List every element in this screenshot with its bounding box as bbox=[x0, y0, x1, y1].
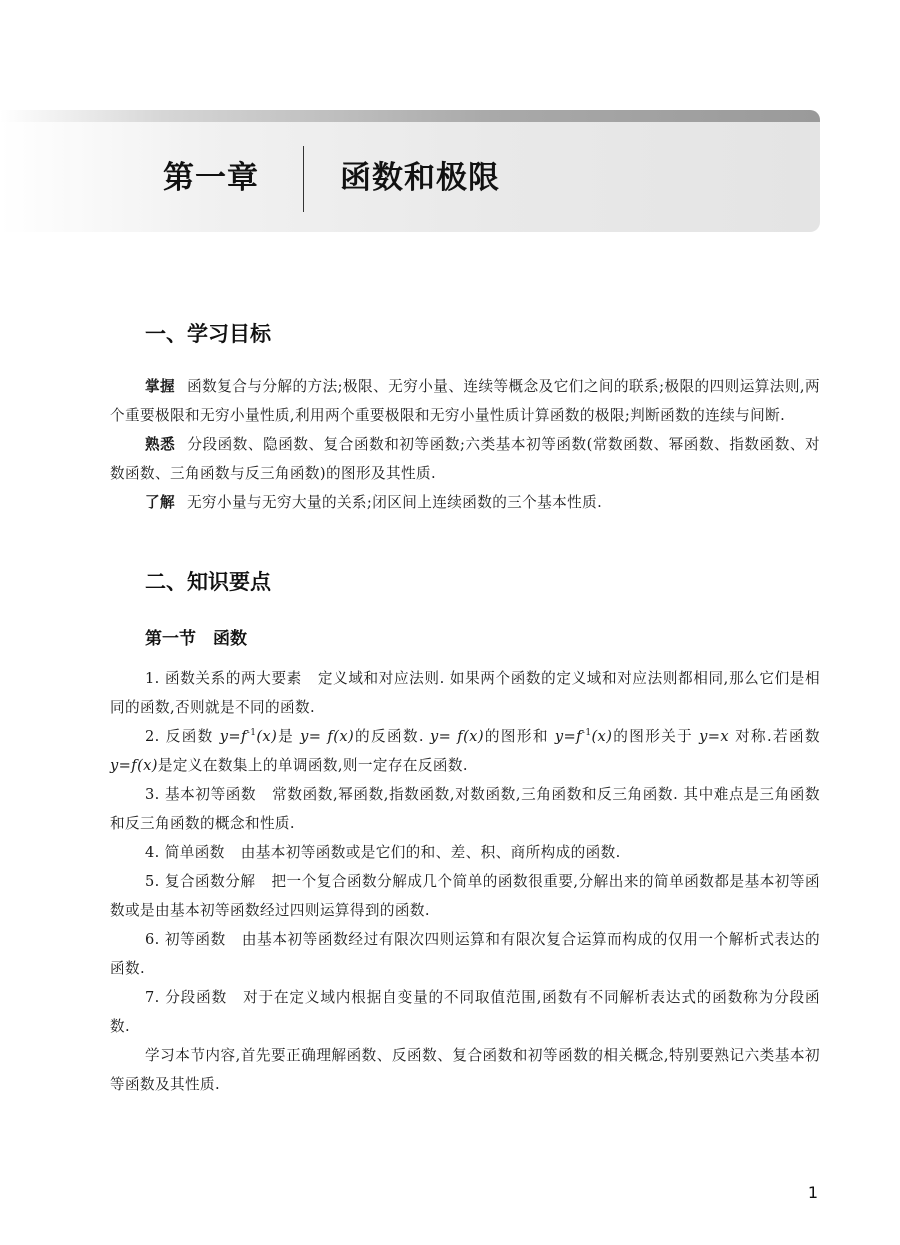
section-summary: 学习本节内容,首先要正确理解函数、反函数、复合函数和初等函数的相关概念,特别要熟记六类基本初等函数及其性质. bbox=[110, 1047, 820, 1093]
key-point-text: 由基本初等函数或是它们的和、差、积、商所构成的函数. bbox=[240, 844, 621, 861]
objective-text: 分段函数、隐函数、复合函数和初等函数;六类基本初等函数(常数函数、幂函数、指数函数、对数函数、三角函数与反三角函数)的图形及其性质. bbox=[110, 436, 820, 482]
key-point-text: 是 bbox=[277, 728, 301, 745]
chapter-number: 第一章 bbox=[163, 160, 259, 196]
key-point-lead: 6. 初等函数 bbox=[145, 931, 226, 948]
objective-keyword: 熟悉 bbox=[145, 436, 176, 453]
math-expression: (x) bbox=[591, 728, 613, 745]
page-number: 1 bbox=[807, 1183, 818, 1202]
key-point-item bbox=[110, 983, 820, 1041]
math-expression: y= f(x) bbox=[430, 728, 484, 745]
key-point-lead: 7. 分段函数 bbox=[145, 989, 228, 1006]
key-point-text: 的图形关于 bbox=[612, 728, 700, 745]
banner-divider bbox=[303, 146, 304, 212]
key-point-text: 2. 反函数 bbox=[145, 728, 220, 745]
math-expression: y= f(x) bbox=[300, 728, 355, 745]
objectives-heading: 一、学习目标 bbox=[145, 322, 271, 346]
section-title: 第一节 函数 bbox=[145, 629, 247, 649]
key-point-text: 常数函数,幂函数,指数函数,对数函数,三角函数和反三角函数. 其中难点是三角函数和反三角函数的概念和性质. bbox=[110, 786, 820, 832]
key-point-item bbox=[110, 867, 820, 925]
objective-keyword: 掌握 bbox=[145, 378, 176, 395]
objective-item bbox=[110, 430, 820, 488]
objective-text: 无穷小量与无穷大量的关系;闭区间上连续函数的三个基本性质. bbox=[187, 494, 603, 511]
key-point-text: 对称.若函数 bbox=[729, 728, 820, 745]
objective-item bbox=[110, 372, 820, 430]
key-points-list bbox=[110, 664, 820, 1099]
chapter-title: 函数和极限 bbox=[340, 160, 500, 196]
math-superscript: -1 bbox=[246, 728, 257, 739]
key-point-text: 对于在定义域内根据自变量的不同取值范围,函数有不同解析表达式的函数称为分段函数. bbox=[110, 989, 820, 1035]
key-point-text: 定义域和对应法则. 如果两个函数的定义域和对应法则都相同,那么它们是相同的函数,否则就是不同的函数. bbox=[110, 670, 820, 716]
key-point-item bbox=[110, 722, 820, 780]
objective-item bbox=[110, 488, 820, 517]
math-expression: y=f(x) bbox=[110, 757, 158, 774]
key-point-text: 是定义在数集上的单调函数,则一定存在反函数. bbox=[157, 757, 468, 774]
banner-top-bar bbox=[0, 110, 820, 122]
key-point-text: 的图形和 bbox=[483, 728, 555, 745]
objectives-list bbox=[110, 372, 820, 517]
key-point-lead: 5. 复合函数分解 bbox=[145, 873, 256, 890]
key-point-lead: 3. 基本初等函数 bbox=[145, 786, 257, 803]
key-point-text: 把一个复合函数分解成几个简单的函数很重要,分解出来的简单函数都是基本初等函数或是由基本初等函数经过四则运算得到的函数. bbox=[110, 873, 820, 919]
key-point-item bbox=[110, 664, 820, 722]
key-points-heading: 二、知识要点 bbox=[145, 570, 271, 594]
key-point-lead: 4. 简单函数 bbox=[145, 844, 225, 861]
math-expression: (x) bbox=[256, 728, 278, 745]
key-point-item bbox=[110, 838, 820, 867]
key-point-text: 的反函数. bbox=[354, 728, 430, 745]
objective-keyword: 了解 bbox=[145, 494, 175, 511]
key-point-item bbox=[110, 925, 820, 983]
key-point-lead: 1. 函数关系的两大要素 bbox=[145, 670, 302, 687]
chapter-banner bbox=[0, 110, 820, 232]
objective-text: 函数复合与分解的方法;极限、无穷小量、连续等概念及它们之间的联系;极限的四则运算法则,两个重要极限和无穷小量性质,利用两个重要极限和无穷小量性质计算函数的极限;判断函数的连续与间断. bbox=[110, 378, 820, 424]
key-point-text: 由基本初等函数经过有限次四则运算和有限次复合运算而构成的仅用一个解析式表达的函数. bbox=[110, 931, 820, 977]
key-point-item bbox=[110, 780, 820, 838]
math-superscript: -1 bbox=[581, 728, 592, 739]
math-expression: y=f bbox=[219, 728, 247, 745]
math-expression: y=f bbox=[554, 728, 582, 745]
math-expression: y=x bbox=[699, 728, 730, 745]
